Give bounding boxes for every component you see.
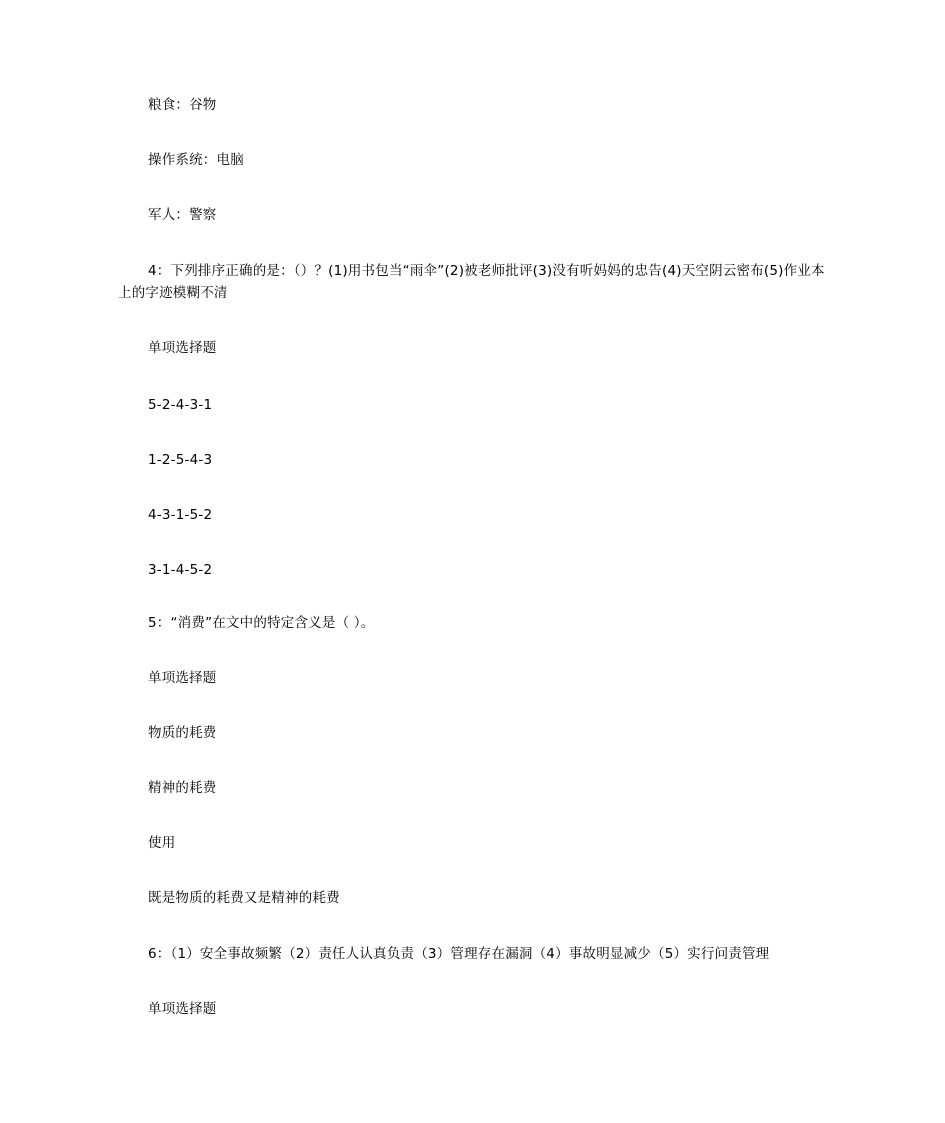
answer-option: 3-1-4-5-2 bbox=[148, 562, 213, 578]
answer-option: 4-3-1-5-2 bbox=[148, 507, 213, 523]
question-type-label: 单项选择题 bbox=[148, 670, 217, 686]
question-type-label: 单项选择题 bbox=[148, 340, 217, 356]
answer-option: 既是物质的耗费又是精神的耗费 bbox=[148, 890, 340, 906]
question-6-text: 6：（1）安全事故频繁（2）责任人认真负责（3）管理存在漏洞（4）事故明显减少（5）实行问责管理 bbox=[148, 946, 770, 962]
answer-option: 精神的耗费 bbox=[148, 780, 217, 796]
answer-option: 5-2-4-3-1 bbox=[148, 397, 213, 413]
answer-option: 1-2-5-4-3 bbox=[148, 452, 213, 468]
answer-option: 物质的耗费 bbox=[148, 725, 217, 741]
text-line: 军人：警察 bbox=[148, 207, 217, 223]
text-line: 粮食：谷物 bbox=[148, 97, 217, 113]
question-type-label: 单项选择题 bbox=[148, 1001, 217, 1017]
text-line: 操作系统：电脑 bbox=[148, 152, 244, 168]
question-4-text: 4：下列排序正确的是：（）？(1)用书包当“雨伞”(2)被老师批评(3)没有听妈妈的忠告(4)天空阴云密布(5)作业本上的字迹模糊不清 bbox=[118, 263, 825, 301]
answer-option: 使用 bbox=[148, 835, 176, 851]
question-5-text: 5：“消费”在文中的特定含义是（ ）。 bbox=[148, 615, 375, 631]
